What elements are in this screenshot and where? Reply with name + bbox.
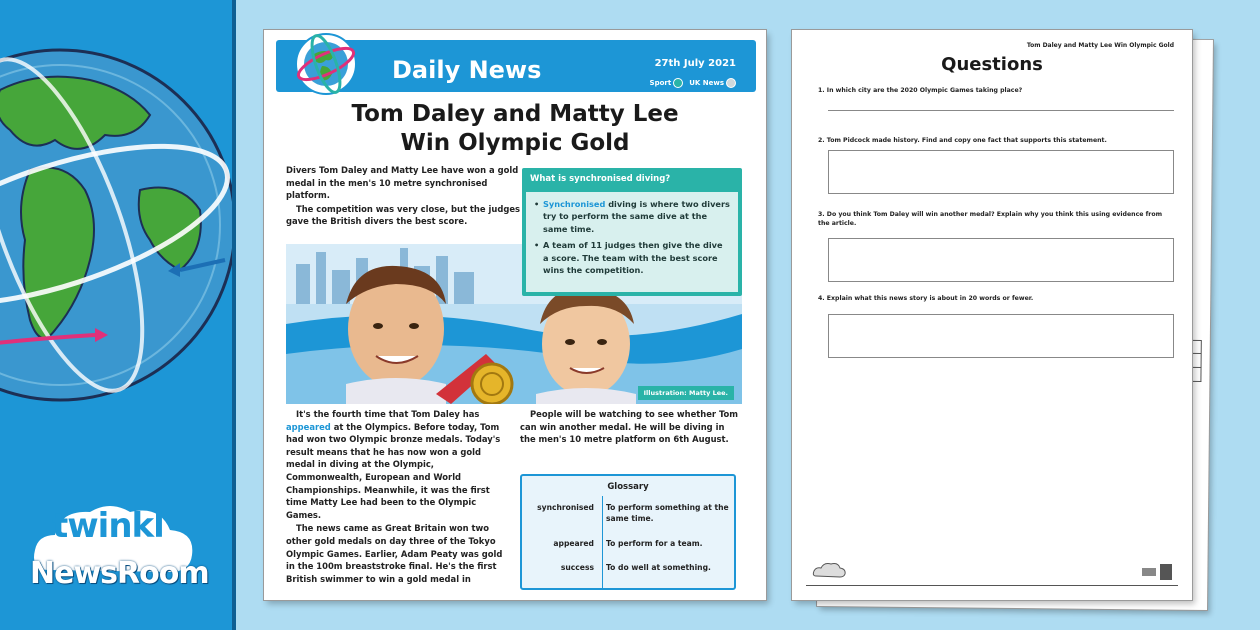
answer-box-3[interactable] [828,238,1174,282]
article-column-right: People will be watching to see whether Tom can win another medal. He will be diving in the men's 10 metre platform on 6th August. [520,409,739,445]
fact-item: • Synchronised diving is where two divers try to perform the same dive at the same time. [534,198,730,235]
glossary-title: Glossary [607,482,649,492]
questions-title: Questions [941,54,1043,75]
question-4: 4. Explain what this news story is about in 20 words or fewer. [818,295,1034,302]
keyword-appeared[interactable]: appeared [286,421,331,432]
question-2: 2. Tom Pidcock made history. Find and copy one fact that supports this statement. [818,137,1107,144]
uk-news-icon [726,78,736,88]
fact-box [522,168,742,296]
brand-divider [232,0,236,630]
sport-icon [673,78,683,88]
article-headline: Tom Daley and Matty Lee Win Olympic Gold [351,101,679,156]
article-sheet [264,30,766,600]
questions-header: Tom Daley and Matty Lee Win Olympic Gold [1026,42,1174,49]
question-1: 1. In which city are the 2020 Olympic Games taking place? [818,87,1023,94]
newsroom-badge-icon [288,30,364,98]
article-intro: Divers Tom Daley and Matty Lee have won a gold medal in the men's 10 metre synchronised platform. The competition was very close, but the judges gave the British divers the best score. [286,165,520,227]
questions-footer-line [806,585,1178,586]
questions-sheet [792,30,1192,600]
fact-box-content [526,192,738,292]
article-column-left: It's the fourth time that Tom Daley has appeared at the Olympics. Before today, Tom had won two Olympic bronze medals. Today's result means that he has now won a gold medal in diving at the Olympic, Commonwealth, European and World Championships. Meanwhile, it was the first time Matty Lee had been to the Olympic Games. The news came as Great Britain won two other gold medals on day three of the Tokyo Olympic Games. Earlier, Adam Peaty was gold in the 100m breaststroke final. He's the first British swimmer to win a gold medal in [286,409,503,584]
glossary-box: Glossary synchronised To perform something at the same time. appeared To perform for a team. success To do well at something. [520,474,736,590]
fact-item: • A team of 11 judges then give the dive a score. The team with the best score wins the competition. [534,239,730,276]
glossary-divider [602,496,603,588]
twinkl-logo-text: twinkl [52,506,164,546]
illustration-caption: Illustration: Matty Lee. [638,386,734,400]
tag-sport: Sport [650,78,684,88]
fact-box-title: What is synchronised diving? [530,174,671,184]
tag-uk-news: UK News [689,78,736,88]
article-tags [650,78,736,88]
answer-box-2[interactable] [828,150,1174,194]
newsroom-logo-text: NewsRoom [30,556,209,591]
question-3: 3. Do you think Tom Daley will win another medal? Explain why you think this using evidence from the article. [818,211,1163,227]
footer-badge-icon [1142,564,1172,580]
answer-line-1[interactable] [828,110,1174,111]
answer-box-4[interactable] [828,314,1174,358]
twinkl-footer-logo-icon [812,562,848,580]
daily-news-title: Daily News [392,56,542,84]
globe-icon [0,20,232,440]
article-date: 27th July 2021 [654,58,736,69]
